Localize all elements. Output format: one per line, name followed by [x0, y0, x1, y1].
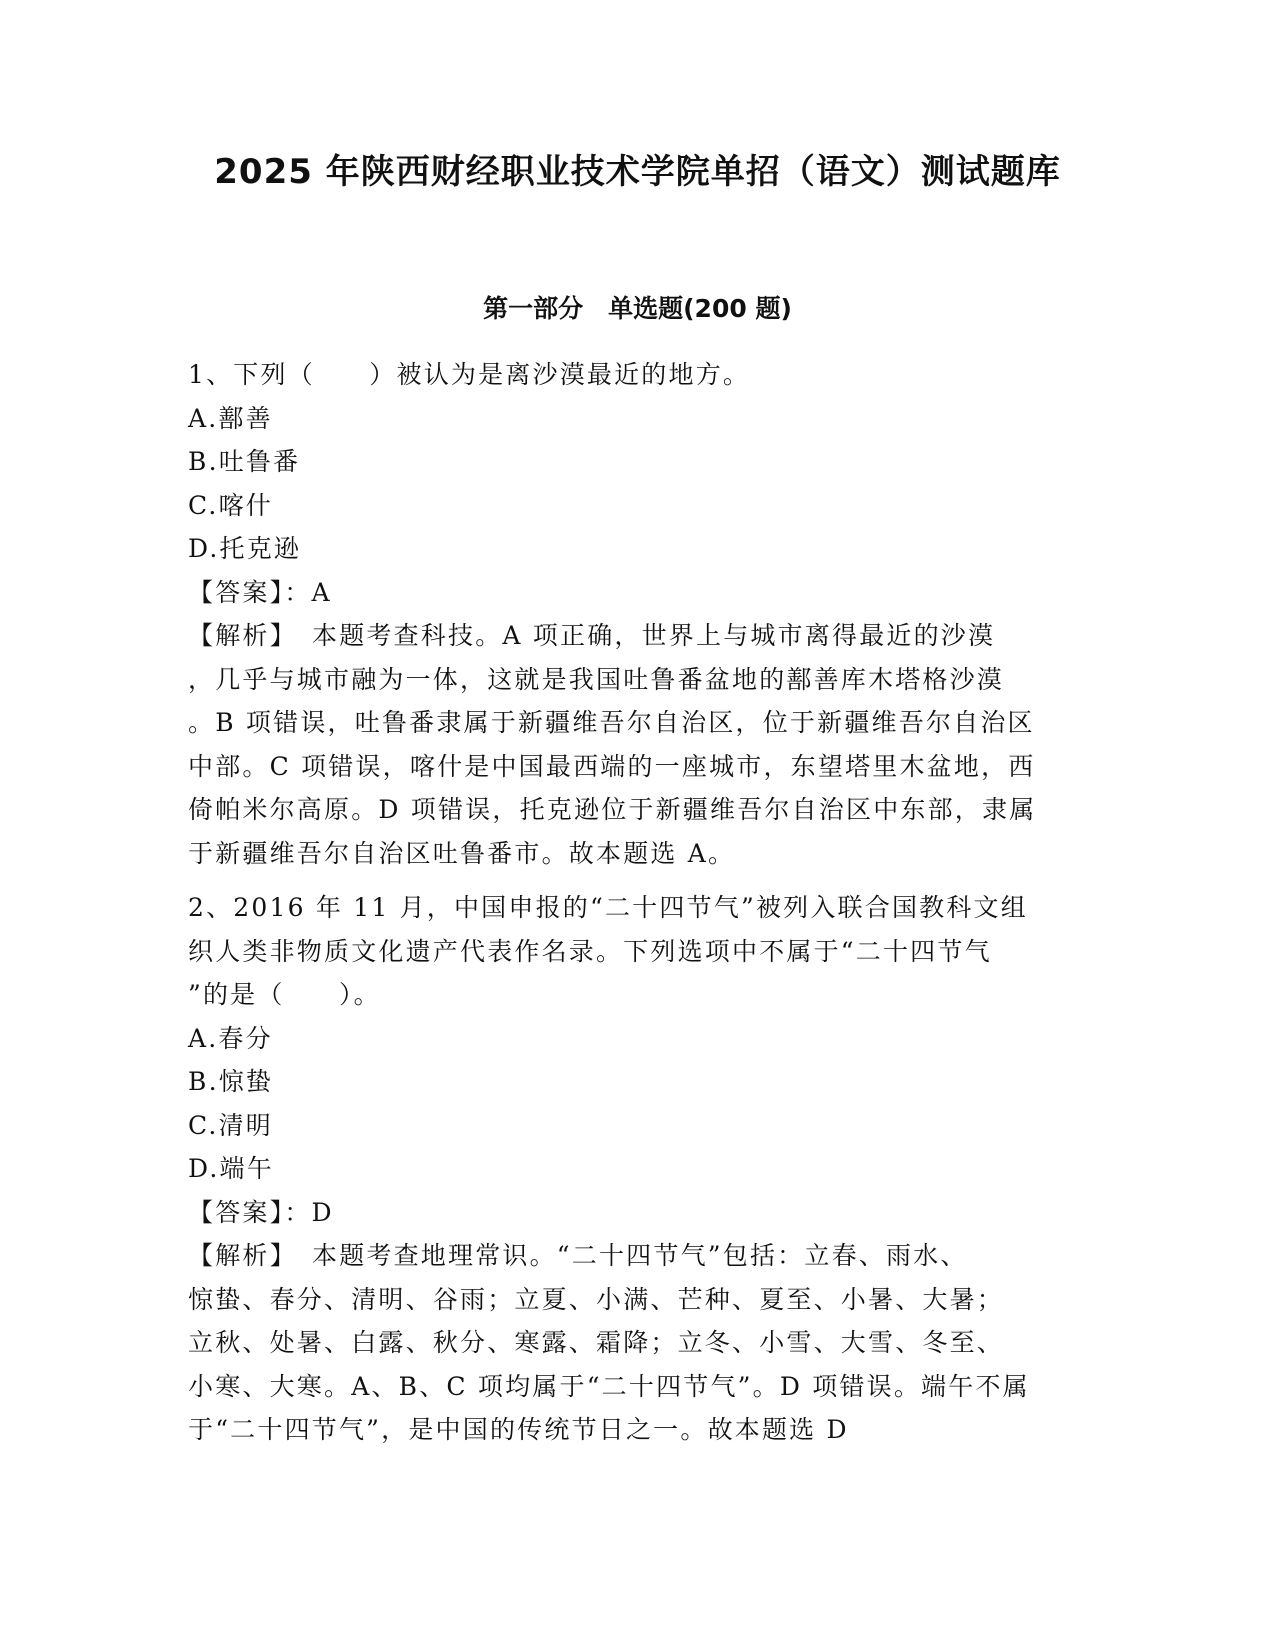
question-stem: 织人类非物质文化遗产代表作名录。下列选项中不属于“二十四节气: [188, 936, 992, 966]
analysis-label: 【解析】: [188, 1241, 297, 1270]
analysis-line: [188, 614, 1088, 658]
question-2: [188, 886, 1088, 1452]
analysis-text: 立秋、处暑、白露、秋分、寒露、霜降；立冬、小雪、大雪、冬至、: [188, 1328, 1005, 1357]
question-stem: ”的是（ ）。: [188, 980, 381, 1009]
question-1: [188, 353, 1088, 875]
question-list: [188, 353, 1088, 1452]
answer-line: [188, 571, 1088, 615]
document-title: 2025 年陕西财经职业技术学院单招（语文）测试题库: [214, 152, 1061, 192]
answer-label: 【答案】: [188, 577, 285, 607]
analysis-text: 小寒、大寒。A、B、C 项均属于“二十四节气”。D 项错误。端午不属: [188, 1371, 1030, 1401]
answer-value: ：D: [284, 1197, 334, 1227]
answer-label: 【答案】: [188, 1197, 285, 1227]
analysis-line: [188, 1234, 1088, 1278]
option-d: D.托克逊: [188, 534, 302, 563]
answer-line: [188, 1191, 1088, 1235]
analysis-text: 本题考查科技。A 项正确，世界上与城市离得最近的沙漠: [312, 621, 996, 650]
analysis-text: 。B 项错误，吐鲁番隶属于新疆维吾尔自治区，位于新疆维吾尔自治区: [188, 708, 1035, 737]
option-c: C.清明: [188, 1110, 273, 1140]
analysis-text: 于“二十四节气”，是中国的传统节日之一。故本题选 D: [188, 1415, 849, 1444]
section-title: 第一部分 单选题(200 题): [483, 294, 792, 323]
option-b: B.惊蛰: [188, 1067, 274, 1096]
option-c: C.喀什: [188, 490, 273, 520]
analysis-text: 于新疆维吾尔自治区吐鲁番市。故本题选 A。: [188, 838, 736, 868]
option-a: A.春分: [188, 1023, 273, 1053]
option-d: D.端午: [188, 1154, 274, 1183]
question-stem: 2、2016 年 11 月，中国申报的“二十四节气”被列入联合国教科文组: [188, 893, 1028, 922]
analysis-text: 本题考查地理常识。“二十四节气”包括：立春、雨水、: [312, 1241, 968, 1270]
analysis-label: 【解析】: [188, 621, 297, 650]
analysis-text: ，几乎与城市融为一体，这就是我国吐鲁番盆地的鄯善库木塔格沙漠: [188, 664, 1005, 694]
answer-value: ：A: [284, 577, 332, 607]
option-b: B.吐鲁番: [188, 447, 301, 476]
analysis-text: 惊蛰、春分、清明、谷雨；立夏、小满、芒种、夏至、小暑、大暑；: [188, 1284, 1005, 1314]
question-stem: 1、下列（ ）被认为是离沙漠最近的地方。: [188, 360, 751, 389]
analysis-text: 倚帕米尔高原。D 项错误，托克逊位于新疆维吾尔自治区中东部，隶属: [188, 795, 1037, 824]
analysis-text: 中部。C 项错误，喀什是中国最西端的一座城市，东望塔里木盆地，西: [188, 751, 1036, 781]
option-a: A.鄯善: [188, 403, 273, 433]
